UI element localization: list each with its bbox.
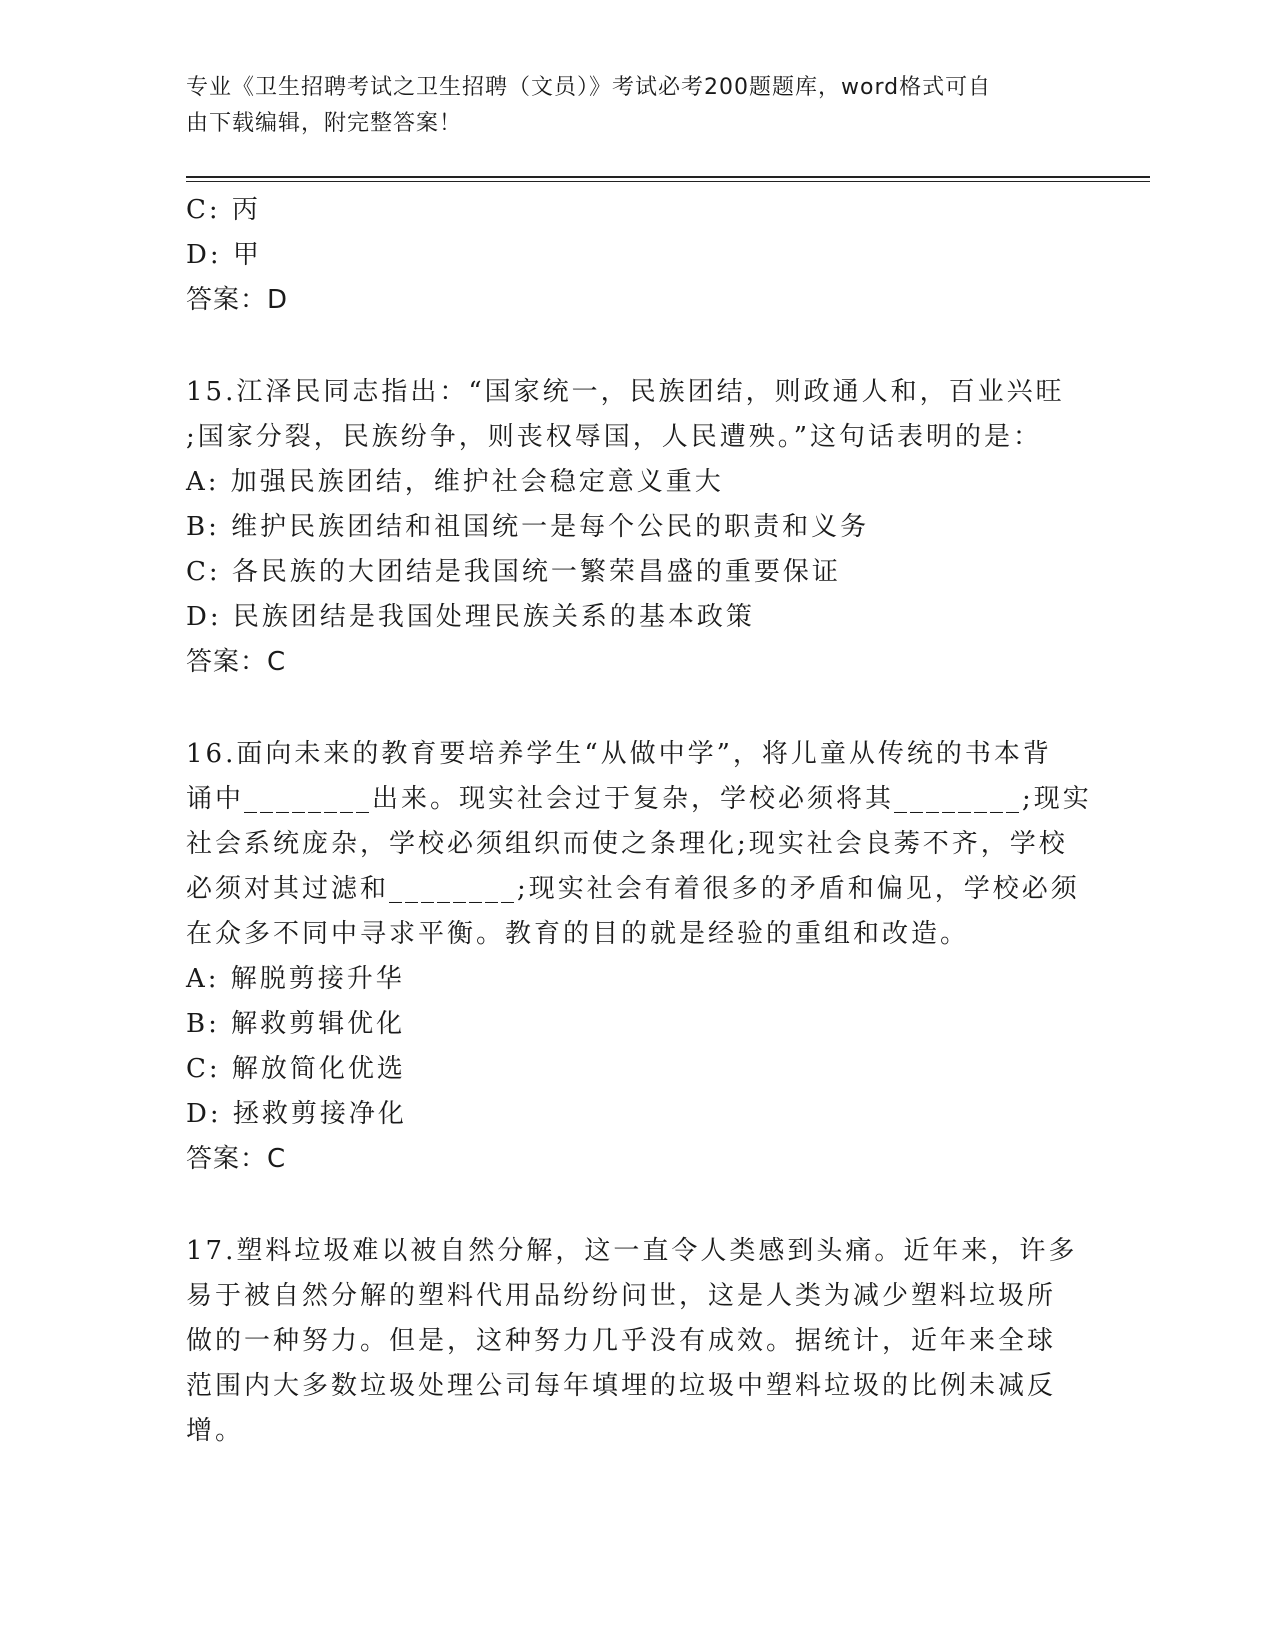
question-text-line: 范围内大多数垃圾处理公司每年填埋的垃圾中塑料垃圾的比例未减反: [186, 1371, 1057, 1401]
question-text-line: 15.江泽民同志指出：“国家统一，民族团结，则政通人和，百业兴旺: [186, 377, 1065, 407]
option-c: C: 各民族的大团结是我国统一繁荣昌盛的重要保证: [186, 557, 841, 587]
question-text-line: 17.塑料垃圾难以被自然分解，这一直令人类感到头痛。近年来，许多: [186, 1236, 1078, 1266]
option-c: C: 解放简化优选: [186, 1054, 406, 1084]
question-text-line: ;国家分裂，民族纷争，则丧权辱国，人民遭殃。”这句话表明的是：: [186, 422, 1043, 452]
spacer: [186, 685, 1086, 732]
question-text-line: 增。: [186, 1416, 245, 1446]
question-14-tail: [186, 188, 1086, 323]
answer-text: 答案：C: [186, 647, 287, 677]
question-text-line: 诵中________出来。现实社会过于复杂，学校必须将其________;现实: [186, 784, 1092, 814]
question-15: [186, 370, 1086, 685]
option-c: C: 丙: [186, 195, 261, 225]
question-text-line: 社会系统庞杂，学校必须组织而使之条理化;现实社会良莠不齐，学校: [186, 829, 1068, 859]
question-text-line: 16.面向未来的教育要培养学生“从做中学”，将儿童从传统的书本背: [186, 739, 1052, 769]
answer-text: 答案：D: [186, 285, 289, 315]
header-divider-thick: [186, 176, 1150, 178]
spacer: [186, 323, 1086, 370]
header-line-1: 专业《卫生招聘考试之卫生招聘（文员）》考试必考200题题库，word格式可自: [186, 75, 992, 100]
answer-text: 答案：C: [186, 1144, 287, 1174]
question-17: [186, 1229, 1086, 1454]
document-header: [186, 70, 1086, 142]
option-b: B: 维护民族团结和祖国统一是每个公民的职责和义务: [186, 512, 870, 542]
question-16: [186, 732, 1092, 1182]
document-body: [186, 188, 1092, 1454]
question-text-line: 在众多不同中寻求平衡。教育的目的就是经验的重组和改造。: [186, 919, 970, 949]
option-d: D: 拯救剪接净化: [186, 1099, 407, 1129]
option-b: B: 解救剪辑优化: [186, 1009, 406, 1039]
option-d: D: 甲: [186, 240, 262, 270]
spacer: [186, 1182, 1086, 1229]
option-a: A: 解脱剪接升华: [186, 964, 405, 994]
header-divider-thin: [186, 181, 1150, 182]
question-text-line: 易于被自然分解的塑料代用品纷纷问世，这是人类为减少塑料垃圾所: [186, 1281, 1057, 1311]
option-a: A: 加强民族团结，维护社会稳定意义重大: [186, 467, 724, 497]
question-text-line: 必须对其过滤和________;现实社会有着很多的矛盾和偏见，学校必须: [186, 874, 1080, 904]
question-text-line: 做的一种努力。但是，这种努力几乎没有成效。据统计，近年来全球: [186, 1326, 1057, 1356]
option-d: D: 民族团结是我国处理民族关系的基本政策: [186, 602, 755, 632]
header-line-2: 由下载编辑，附完整答案！: [186, 111, 463, 136]
